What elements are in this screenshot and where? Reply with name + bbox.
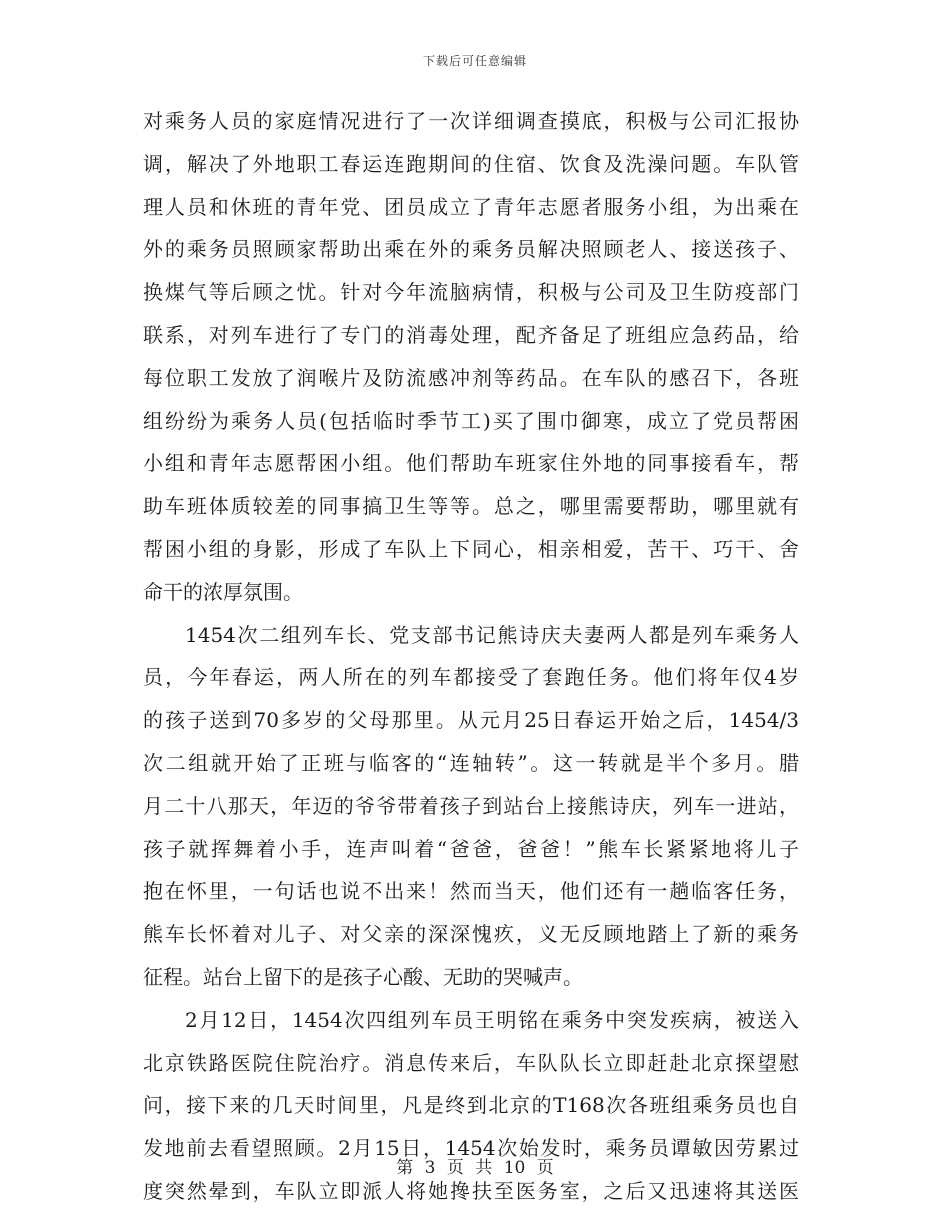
text-line: 命干的浓厚氛围。 [143,579,303,604]
text-line: 抱在怀里，一句话也说不出来！然而当天，他们还有一趟临客任务， [143,879,799,904]
text-line: 次二组就开始了正班与临客的“连轴转”。这一转就是半个多月。腊 [143,750,799,775]
text-line: 组纷纷为乘务人员(包括临时季节工)买了围巾御寒，成立了党员帮困 [143,408,799,433]
text-line: 联系，对列车进行了专门的消毒处理，配齐备足了班组应急药品，给 [143,322,799,347]
text-line: 2月12日，1454次四组列车员王明铭在乘务中突发疾病，被送入 [185,1007,799,1032]
text-line: 月二十八那天，年迈的爷爷带着孩子到站台上接熊诗庆，列车一进站， [143,793,799,818]
text-line: 帮困小组的身影，形成了车队上下同心，相亲相爱，苦干、巧干、舍 [143,536,799,561]
text-line: 征程。站台上留下的是孩子心酸、无助的哭喊声。 [143,964,583,989]
text-line: 对乘务人员的家庭情况进行了一次详细调查摸底，积极与公司汇报协 [143,109,799,133]
text-line: 熊车长怀着对儿子、对父亲的深深愧疚，义无反顾地踏上了新的乘务 [143,922,799,947]
text-line: 换煤气等后顾之忧。针对今年流脑病情，积极与公司及卫生防疫部门 [143,280,799,305]
text-line: 孩子就挥舞着小手，连声叫着“爸爸，爸爸！”熊车长紧紧地将儿子 [143,836,799,861]
text-line: 发地前去看望照顾。2月15日，1454次始发时，乘务员谭敏因劳累过 [143,1136,799,1161]
text-line: 北京铁路医院住院治疗。消息传来后，车队队长立即赶赴北京探望慰 [143,1050,799,1075]
text-line: 问，接下来的几天时间里，凡是终到北京的T168次各班组乘务员也自 [143,1093,799,1118]
text-line: 度突然晕到，车队立即派人将她搀扶至医务室，之后又迅速将其送医 [143,1178,799,1203]
page-header: 下载后可任意编辑 [422,54,527,68]
text-line: 调，解决了外地职工春运连跑期间的住宿、饮食及洗澡问题。车队管 [143,151,799,176]
text-line: 1454次二组列车长、党支部书记熊诗庆夫妻两人都是列车乘务人 [185,622,799,647]
text-line: 助车班体质较差的同事搞卫生等等。总之，哪里需要帮助，哪里就有 [143,494,799,519]
page-footer: 第 3 页 共 10 页 [396,1158,554,1178]
text-line: 员，今年春运，两人所在的列车都接受了套跑任务。他们将年仅4岁 [143,665,799,690]
document-body [143,100,799,1213]
text-line: 每位职工发放了润喉片及防流感冲剂等药品。在车队的感召下，各班 [143,365,799,390]
text-line: 的孩子送到70多岁的父母那里。从元月25日春运开始之后，1454/3 [143,708,799,733]
text-line: 理人员和休班的青年党、团员成立了青年志愿者服务小组，为出乘在 [143,194,799,219]
text-line: 外的乘务员照顾家帮助出乘在外的乘务员解决照顾老人、接送孩子、 [143,237,799,262]
text-line: 小组和青年志愿帮困小组。他们帮助车班家住外地的同事接看车，帮 [143,451,799,476]
